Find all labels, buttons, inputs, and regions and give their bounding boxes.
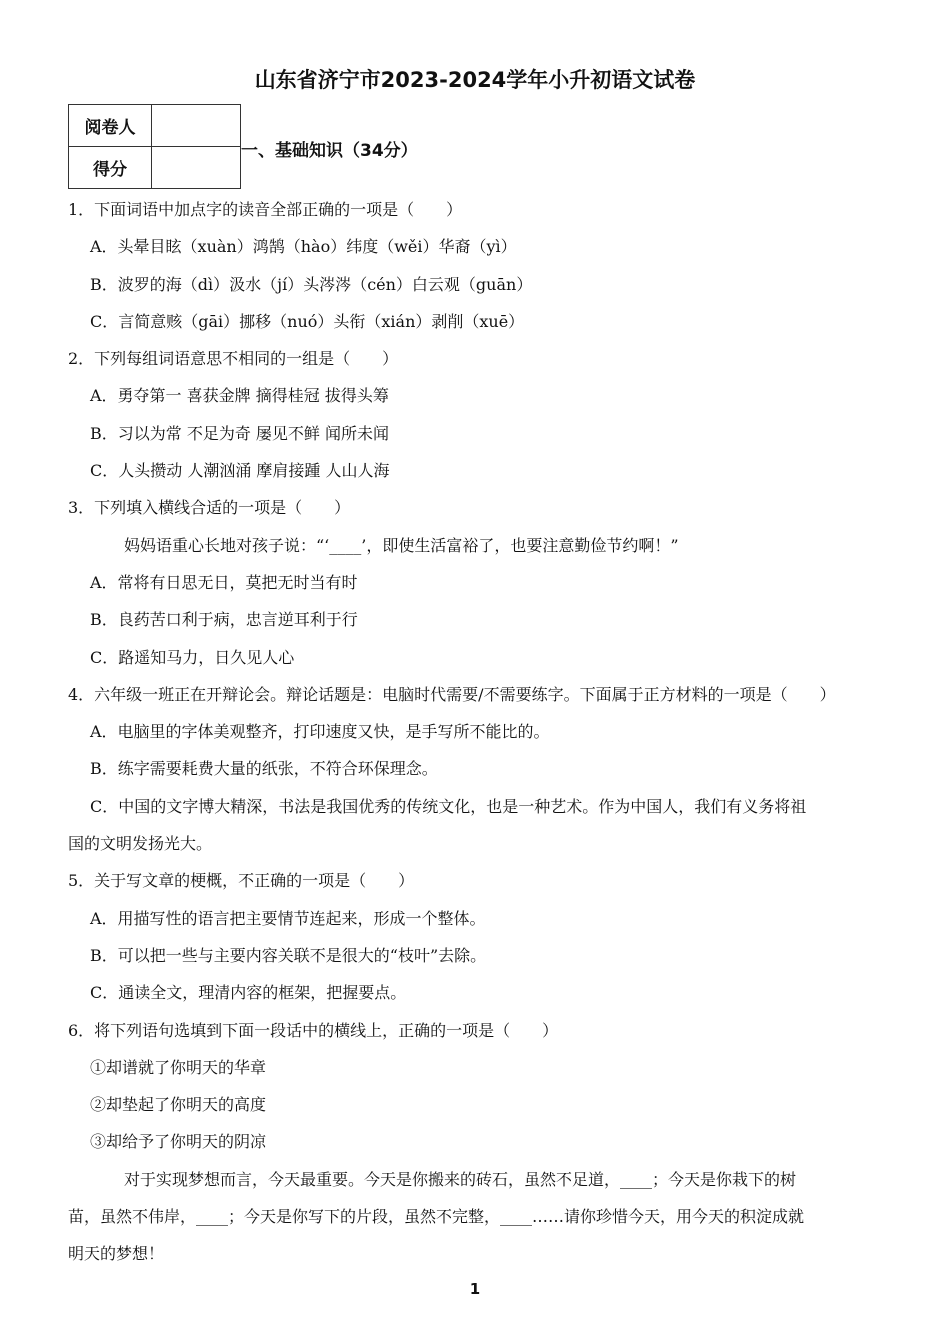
choice-line: ①却谱就了你明天的华章 bbox=[90, 1057, 267, 1077]
option-line: C．中国的文字博大精深，书法是我国优秀的传统文化，也是一种艺术。作为中国人，我们有义务将祖 bbox=[90, 796, 807, 816]
paragraph-line: 妈妈语重心长地对孩子说：“‘____’，即使生活富裕了，也要注意勤俭节约啊！” bbox=[124, 535, 679, 555]
question-line: 4．六年级一班正在开辩论会。辩论话题是：电脑时代需要/不需要练字。下面属于正方材料的一项是（ ） bbox=[68, 684, 836, 704]
question-line: 3．下列填入横线合适的一项是（ ） bbox=[68, 498, 351, 518]
option-line: C．人头攒动 人潮汹涌 摩肩接踵 人山人海 bbox=[90, 461, 390, 481]
page-number: 1 bbox=[469, 1280, 481, 1298]
score-cell bbox=[152, 147, 241, 189]
option-line: A．头晕目眩（xuàn）鸿鹄（hào）纬度（wěi）华裔（yì） bbox=[90, 237, 517, 257]
option-line: B．可以把一些与主要内容关联不是很大的“枝叶”去除。 bbox=[90, 945, 487, 965]
question-line: 5．关于写文章的梗概，不正确的一项是（ ） bbox=[68, 871, 415, 891]
section-heading: 一、基础知识（34分） bbox=[241, 141, 418, 161]
question-content bbox=[68, 191, 888, 1273]
question-line: 6．将下列语句选填到下面一段话中的横线上，正确的一项是（ ） bbox=[68, 1020, 559, 1040]
score-label: 得分 bbox=[69, 147, 152, 189]
option-line: B．良药苦口利于病，忠言逆耳利于行 bbox=[90, 610, 358, 630]
continuation-line: 国的文明发扬光大。 bbox=[68, 834, 213, 854]
question-line: 1．下面词语中加点字的读音全部正确的一项是（ ） bbox=[68, 200, 463, 219]
option-line: B．习以为常 不足为奇 屡见不鲜 闻所未闻 bbox=[90, 423, 390, 443]
option-line: C．言简意赅（gāi）挪移（nuó）头衔（xián）剥削（xuē） bbox=[90, 311, 525, 331]
option-line: B．练字需要耗费大量的纸张，不符合环保理念。 bbox=[90, 759, 438, 779]
choice-line: ③却给予了你明天的阴凉 bbox=[90, 1132, 267, 1152]
choice-line: ②却垫起了你明天的高度 bbox=[90, 1095, 267, 1115]
option-line: A．常将有日思无日，莫把无时当有时 bbox=[90, 572, 358, 592]
option-line: C．通读全文，理清内容的框架，把握要点。 bbox=[90, 983, 407, 1003]
paragraph-line: 对于实现梦想而言，今天最重要。今天是你搬来的砖石，虽然不足道，____；今天是你栽下的树 bbox=[124, 1169, 797, 1189]
option-line: B．波罗的海（dì）汲水（jí）头涔涔（cén）白云观（guān） bbox=[90, 274, 533, 294]
option-line: A．电脑里的字体美观整齐，打印速度又快，是手写所不能比的。 bbox=[90, 722, 550, 742]
continuation-line: 苗，虽然不伟岸，____；今天是你写下的片段，虽然不完整，____……请你珍惜今天，用今天的积淀成就 bbox=[68, 1207, 805, 1227]
reviewer-label: 阅卷人 bbox=[69, 105, 152, 147]
score-table bbox=[68, 104, 241, 189]
reviewer-cell bbox=[152, 105, 241, 147]
question-line: 2．下列每组词语意思不相同的一组是（ ） bbox=[68, 349, 399, 369]
continuation-line: 明天的梦想！ bbox=[68, 1244, 165, 1264]
option-line: A．用描写性的语言把主要情节连起来，形成一个整体。 bbox=[90, 908, 486, 928]
option-line: A．勇夺第一 喜获金牌 摘得桂冠 拔得头筹 bbox=[90, 386, 389, 406]
option-line: C．路遥知马力，日久见人心 bbox=[90, 647, 295, 667]
exam-title: 山东省济宁市2023-2024学年小升初语文试卷 bbox=[254, 68, 696, 92]
